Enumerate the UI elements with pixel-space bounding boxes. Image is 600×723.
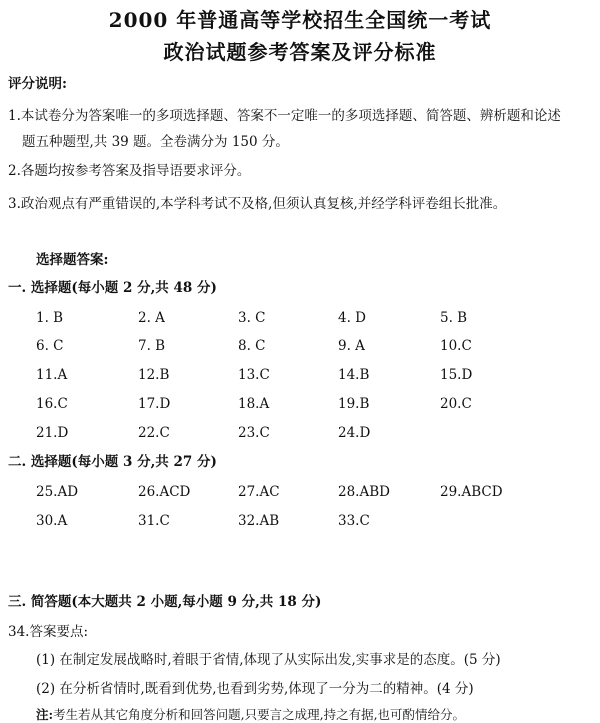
answer-item: 22.C [138,425,170,441]
answer-item: 20.C [440,396,472,412]
answer-item: 25.AD [36,484,79,500]
answer-point: (1) 在制定发展战略时,着眼于省情,体现了从实际出发,实事求是的态度。(5 分) [36,652,501,668]
answer-item: 15.D [440,367,473,383]
answer-point: (2) 在分析省情时,既看到优势,也看到劣势,体现了一分为二的精神。(4 分) [36,681,474,697]
answer-item: 33.C [338,513,370,529]
answer-item: 23.C [238,425,270,441]
page-subtitle: 政治试题参考答案及评分标准 [163,40,437,64]
answer-item: 8. C [238,338,266,354]
answer-item: 4. D [338,310,366,326]
instruction-item: 题五种题型,共 39 题。全卷满分为 150 分。 [22,134,289,150]
answer-item: 31.C [138,513,170,529]
answer-item: 1. B [36,310,64,326]
answer-item: 14.B [338,367,370,383]
answer-item: 13.C [238,367,270,383]
answer-item: 17.D [138,396,171,412]
answer-item: 3. C [238,310,266,326]
section-1-title: 一. 选择题(每小题 2 分,共 48 分) [8,280,217,296]
answer-item: 21.D [36,425,69,441]
note-text: 考生若从其它角度分析和回答问题,只要言之成理,持之有据,也可酌情给分。 [53,707,466,722]
answer-item: 18.A [238,396,270,412]
answer-item: 32.AB [238,513,280,529]
answer-item: 19.B [338,396,370,412]
answer-item: 24.D [338,425,371,441]
answer-item: 28.ABD [338,484,390,500]
answer-item: 12.B [138,367,170,383]
answer-item: 30.A [36,513,68,529]
answer-item: 7. B [138,338,166,354]
choice-answers-heading: 选择题答案: [36,252,109,268]
instructions-heading: 评分说明: [8,76,67,92]
answer-item: 26.ACD [138,484,191,500]
instruction-item: 2.各题均按参考答案及指导语要求评分。 [8,163,251,179]
answer-item: 2. A [138,310,165,326]
section-2-title: 二. 选择题(每小题 3 分,共 27 分) [8,454,217,470]
answer-item: 11.A [36,367,68,383]
answer-item: 27.AC [238,484,280,500]
answer-item: 6. C [36,338,64,354]
answer-item: 29.ABCD [440,484,503,500]
answer-item: 9. A [338,338,365,354]
instruction-item: 3.政治观点有严重错误的,本学科考试不及格,但须认真复核,并经学科评卷组长批准。 [8,196,507,212]
answer-item: 10.C [440,338,472,354]
answer-item: 5. B [440,310,468,326]
section-3-title: 三. 简答题(本大题共 2 小题,每小题 9 分,共 18 分) [8,594,322,610]
note-label: 注: [36,707,54,722]
question-34-label: 34.答案要点: [8,624,89,640]
scoring-note [36,705,465,723]
answer-item: 16.C [36,396,68,412]
page-title: 2000 年普通高等学校招生全国统一考试 [108,8,492,32]
instruction-item: 1.本试卷分为答案唯一的多项选择题、答案不一定唯一的多项选择题、简答题、辨析题和论述 [8,108,561,124]
